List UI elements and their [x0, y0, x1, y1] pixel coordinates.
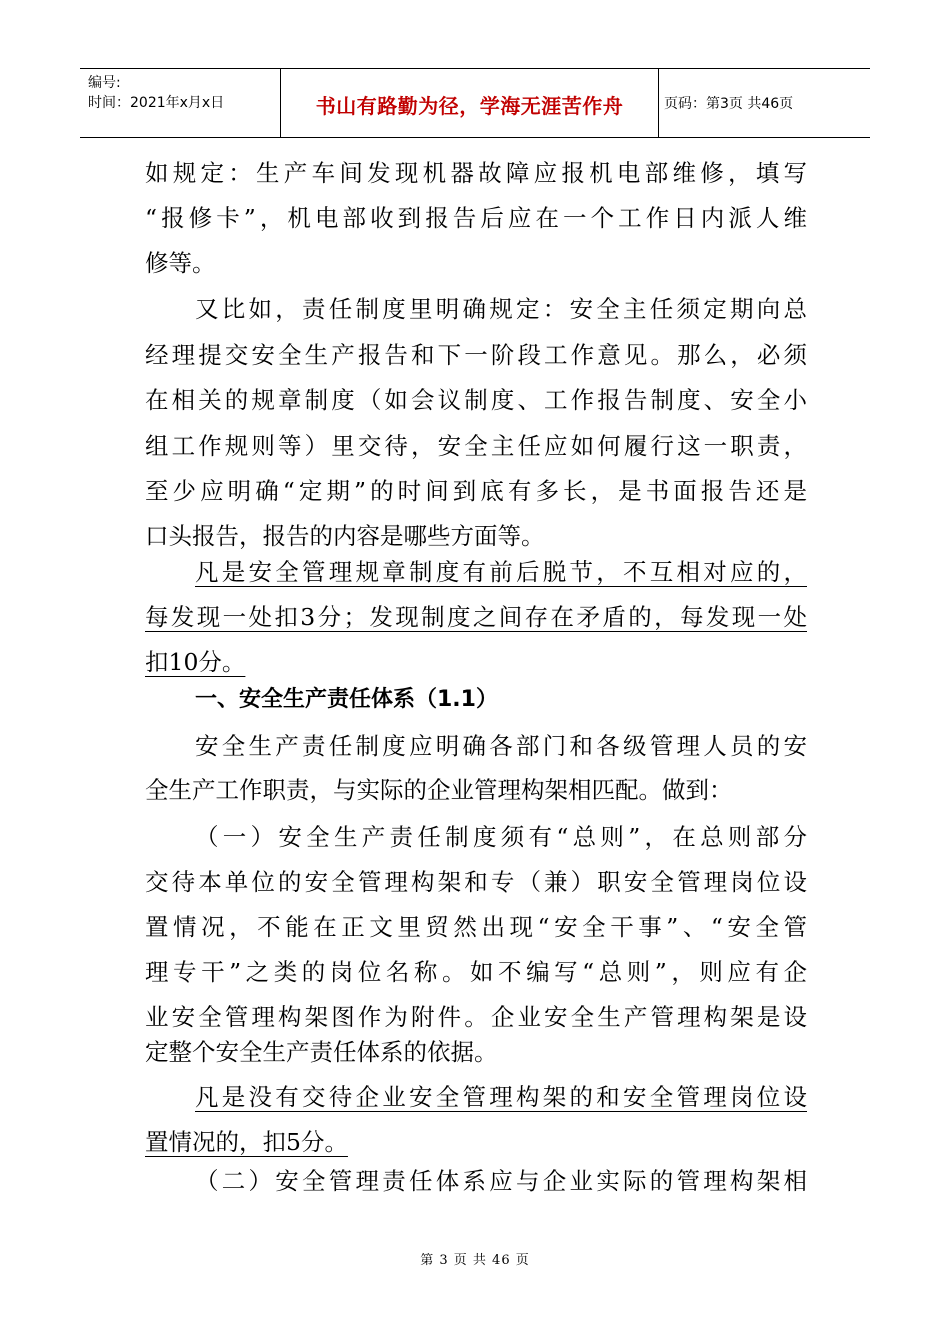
time-label: 时间：2021年x月x日 — [88, 95, 225, 111]
body-line: 安全生产责任制度应明确各部门和各级管理人员的安 — [195, 732, 807, 760]
page-info: 页码：第3页 共46页 — [664, 96, 794, 112]
body-line: 如规定：生产车间发现机器故障应报机电部维修，填写 — [145, 159, 807, 187]
body-line: 在相关的规章制度（如会议制度、工作报告制度、安全小 — [145, 386, 807, 414]
header-page-cell — [658, 69, 870, 137]
body-line: 理专干”之类的岗位名称。如不编写“总则”，则应有企 — [145, 958, 807, 986]
page-header — [80, 68, 870, 138]
body-line: 又比如，责任制度里明确规定：安全主任须定期向总 — [195, 295, 807, 323]
header-motto-cell — [280, 69, 659, 137]
body-line: 至少应明确“定期”的时间到底有多长，是书面报告还是 — [145, 477, 807, 505]
serial-label: 编号: — [88, 75, 121, 91]
body-line: “报修卡”，机电部收到报告后应在一个工作日内派人维 — [145, 204, 807, 232]
body-line: （二）安全管理责任体系应与企业实际的管理构架相 — [195, 1167, 807, 1195]
body-line: 经理提交安全生产报告和下一阶段工作意见。那么，必须 — [145, 341, 807, 369]
body-line: 全生产工作职责，与实际的企业管理构架相匹配。做到： — [145, 776, 733, 804]
penalty-line: 凡是安全管理规章制度有前后脱节，不互相对应的， — [195, 558, 807, 586]
body-line: 口头报告，报告的内容是哪些方面等。 — [145, 522, 545, 550]
body-line: （一）安全生产责任制度须有“总则”，在总则部分 — [195, 823, 807, 851]
body-line: 置情况，不能在正文里贸然出现“安全干事”、“安全管 — [145, 913, 807, 941]
body-line: 定整个安全生产责任体系的依据。 — [145, 1038, 498, 1066]
header-meta-cell — [80, 69, 280, 137]
penalty-line: 置情况的，扣5分。 — [145, 1128, 348, 1156]
body-line: 组工作规则等）里交待，安全主任应如何履行这一职责， — [145, 432, 807, 460]
section-heading: 一、安全生产责任体系（1.1） — [195, 687, 498, 712]
page-footer: 第 3 页 共 46 页 — [420, 1253, 530, 1268]
penalty-line: 每发现一处扣3分；发现制度之间存在矛盾的，每发现一处 — [145, 603, 807, 631]
penalty-line: 扣10分。 — [145, 648, 246, 676]
body-line: 修等。 — [145, 249, 216, 277]
motto: 书山有路勤为径，学海无涯苦作舟 — [315, 94, 624, 118]
body-line: 交待本单位的安全管理构架和专（兼）职安全管理岗位设 — [145, 868, 807, 896]
penalty-line: 凡是没有交待企业安全管理构架的和安全管理岗位设 — [195, 1083, 807, 1111]
body-line: 业安全管理构架图作为附件。企业安全生产管理构架是设 — [145, 1003, 807, 1031]
